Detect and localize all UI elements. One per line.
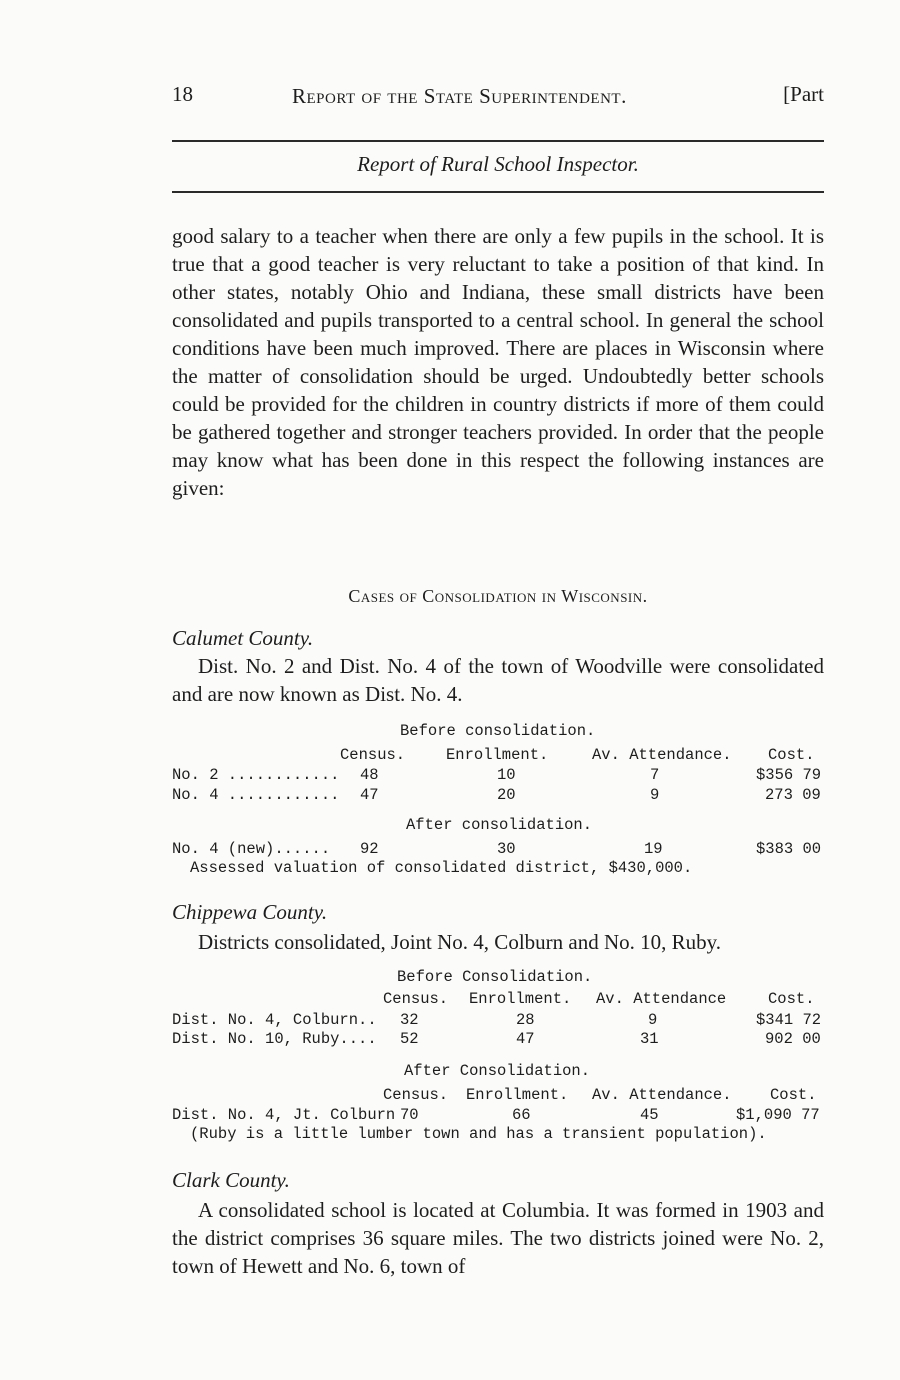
chippewa-col-enrollment: Enrollment. xyxy=(469,990,572,1008)
county-heading-clark: Clark County. xyxy=(172,1168,290,1192)
header-rule-bottom xyxy=(172,191,824,193)
calumet-row-cost: $356 79 xyxy=(756,766,822,784)
calumet-row-label: No. 2 ............ xyxy=(172,766,340,784)
chippewa-after-col-attendance: Av. Attendance. xyxy=(592,1086,732,1104)
part-marker: [Part xyxy=(783,82,824,106)
calumet-note: Assessed valuation of consolidated district, $430,000. xyxy=(190,859,693,877)
calumet-table xyxy=(0,722,900,882)
calumet-col-census: Census. xyxy=(340,746,406,764)
calumet-row-census: 47 xyxy=(360,786,379,804)
county-heading-calumet: Calumet County. xyxy=(172,626,314,650)
calumet-row-label: No. 4 ............ xyxy=(172,786,340,804)
calumet-col-cost: Cost. xyxy=(768,746,815,764)
chippewa-table xyxy=(0,968,900,1148)
calumet-row-cost: 273 09 xyxy=(765,786,821,804)
chippewa-row-census: 32 xyxy=(400,1011,419,1029)
chippewa-row-attendance: 9 xyxy=(648,1011,658,1029)
chippewa-after-row-attendance: 45 xyxy=(640,1106,659,1124)
section-subheader: Report of Rural School Inspector. xyxy=(357,152,639,176)
chippewa-note: (Ruby is a little lumber town and has a transient population). xyxy=(190,1125,767,1143)
calumet-row-attendance: 7 xyxy=(650,766,660,784)
chippewa-row-label: Dist. No. 10, Ruby.... xyxy=(172,1030,377,1048)
calumet-col-attendance: Av. Attendance. xyxy=(592,746,732,764)
chippewa-after-label: After Consolidation. xyxy=(404,1062,591,1080)
chippewa-row-label: Dist. No. 4, Colburn.. xyxy=(172,1011,377,1029)
chippewa-description: Districts consolidated, Joint No. 4, Colburn and No. 10, Ruby. xyxy=(198,930,722,954)
chippewa-col-attendance: Av. Attendance xyxy=(596,990,727,1008)
calumet-row-enrollment: 10 xyxy=(497,766,516,784)
chippewa-col-cost: Cost. xyxy=(768,990,815,1008)
calumet-after-row-census: 92 xyxy=(360,840,379,858)
calumet-row-enrollment: 20 xyxy=(497,786,516,804)
chippewa-after-row-label: Dist. No. 4, Jt. Colburn xyxy=(172,1106,396,1124)
section-title: Cases of Consolidation in Wisconsin. xyxy=(348,586,648,606)
chippewa-row-enrollment: 28 xyxy=(516,1011,535,1029)
calumet-after-row-attendance: 19 xyxy=(644,840,663,858)
chippewa-after-col-census: Census. xyxy=(383,1086,449,1104)
chippewa-col-census: Census. xyxy=(383,990,449,1008)
chippewa-row-cost: 902 00 xyxy=(765,1030,821,1048)
chippewa-after-row-cost: $1,090 77 xyxy=(736,1106,820,1124)
calumet-after-row-enrollment: 30 xyxy=(497,840,516,858)
chippewa-after-col-enrollment: Enrollment. xyxy=(466,1086,569,1104)
calumet-after-row-cost: $383 00 xyxy=(756,840,822,858)
chippewa-after-col-cost: Cost. xyxy=(770,1086,817,1104)
header-rule-top xyxy=(172,140,824,142)
calumet-col-enrollment: Enrollment. xyxy=(446,746,549,764)
chippewa-row-attendance: 31 xyxy=(640,1030,659,1048)
chippewa-after-row-enrollment: 66 xyxy=(512,1106,531,1124)
calumet-before-label: Before consolidation. xyxy=(400,722,596,740)
chippewa-row-enrollment: 47 xyxy=(516,1030,535,1048)
county-heading-chippewa: Chippewa County. xyxy=(172,900,328,924)
calumet-row-attendance: 9 xyxy=(650,786,660,804)
calumet-row-census: 48 xyxy=(360,766,379,784)
chippewa-before-label: Before Consolidation. xyxy=(397,968,593,986)
page-number: 18 xyxy=(172,82,193,106)
running-head xyxy=(172,82,824,112)
calumet-after-label: After consolidation. xyxy=(406,816,593,834)
running-title: Report of the State Superintendent. xyxy=(292,84,627,108)
calumet-after-row-label: No. 4 (new)...... xyxy=(172,840,331,858)
calumet-description: Dist. No. 2 and Dist. No. 4 of the town of Woodville were consolidated and are now known as Dist. No. 4. xyxy=(172,654,824,706)
chippewa-after-row-census: 70 xyxy=(400,1106,419,1124)
chippewa-row-cost: $341 72 xyxy=(756,1011,822,1029)
chippewa-row-census: 52 xyxy=(400,1030,419,1048)
clark-description: A consolidated school is located at Columbia. It was formed in 1903 and the district comprises 36 square miles. The two districts joined were No. 2, town of Hewett and No. 6, town of xyxy=(172,1198,824,1278)
intro-paragraph: good salary to a teacher when there are only a few pupils in the school. It is true that a good teacher is very reluctant to take a position of that kind. In other states, notably Ohio and Indiana, these small districts have been consolidated and pupils transported to a central school. In general the school conditions have been much improved. There are places in Wisconsin where the matter of consolidation should be urged. Undoubtedly better schools could be provided for the children in country districts if more of them could be gathered together and stronger teachers provided. In order that the people may know what has been done in this respect the following instances are given: xyxy=(172,224,824,500)
